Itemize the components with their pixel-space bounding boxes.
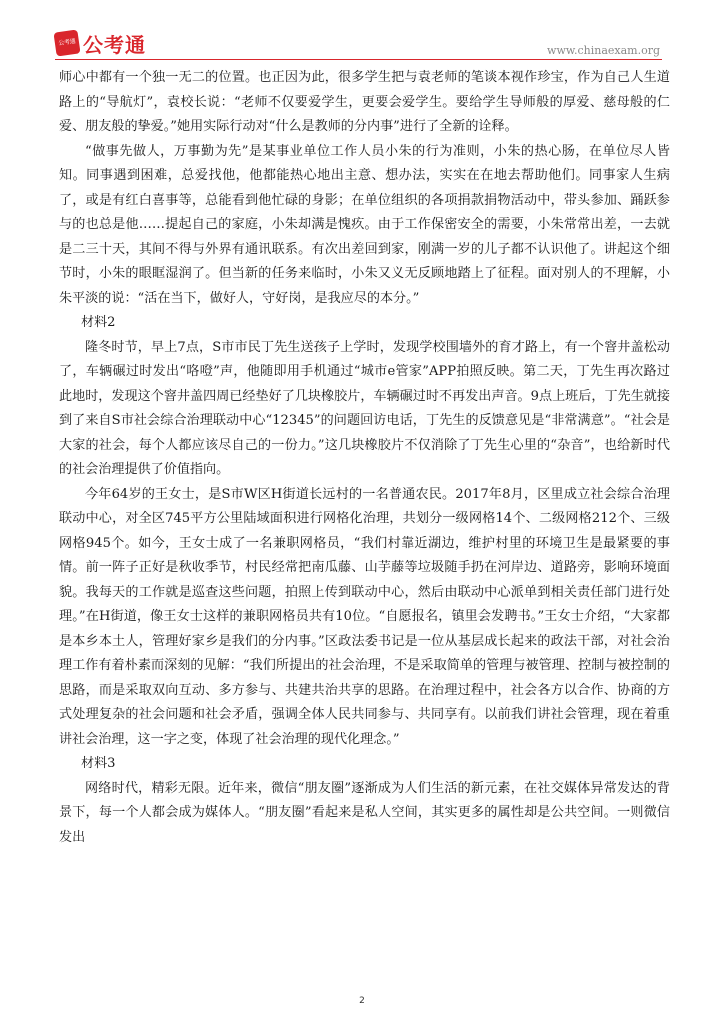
- paragraph: 今年64岁的王女士，是S市W区H街道长远村的一名普通农民。2017年8月，区里成立社会综合治理联动中心，对全区745平方公里陆域面积进行网格化治理，共划分一级网格14个、二级网格212个、三级网格945个。如今，王女士成了一名兼职网格员，“我们村靠近湖边，维护村里的环境卫生是最紧要的事情。前一阵子正好是秋收季节，村民经常把南瓜藤、山芋藤等垃圾随手扔在河岸边、道路旁，影响环境面貌。我每天的工作就是巡查这些问题，拍照上传到联动中心，然后由联动中心派单到相关责任部门进行处理。”在H街道，像王女士这样的兼职网格员共有10位。“自愿报名，镇里会发聘书。”王女士介绍，“大家都是本乡本土人，管理好家乡是我们的分内事。”区政法委书记是一位从基层成长起来的政法干部，对社会治理工作有着朴素而深刻的见解：“我们所提出的社会治理，不是采取简单的管理与被管理、控制与被控制的思路，而是采取双向互动、多方参与、共建共治共享的思路。在治理过程中，社会各方以合作、协商的方式处理复杂的社会问题和社会矛盾，强调全体人民共同参与、共同享有。以前我们讲社会管理，现在着重讲社会治理，这一字之变，体现了社会治理的现代化理念。”: [59, 486, 670, 747]
- paragraph-continuation: 师心中都有一个独一无二的位置。也正因为此，很多学生把与袁老师的笔谈本视作珍宝，作为自己人生道路上的“导航灯”，袁校长说：“老师不仅要爱学生，更要会爱学生。要给学生导师般的厚爱、慈母般的仁爱、朋友般的挚爱。”她用实际行动对“什么是教师的分内事”进行了全新的诠释。: [59, 70, 670, 134]
- page-header: [0, 0, 724, 62]
- material-heading: 材料3: [81, 756, 116, 771]
- header-divider: [55, 59, 662, 60]
- material-heading: 材料2: [81, 315, 116, 330]
- paragraph: “做事先做人，万事勤为先”是某事业单位工作人员小朱的行为准则，小朱的热心肠，在单位尽人皆知。同事遇到困难，总爱找他，他都能热心地出主意、想办法，实实在在地去帮助他们。同事家人生病了，或是有红白喜事等，总能看到他忙碌的身影；在单位组织的各项捐款捐物活动中，带头参加、踊跃参与的也总是他……提起自己的家庭，小朱却满是愧疚。由于工作保密安全的需要，小朱常常出差，一去就是二三十天，其间不得与外界有通讯联系。有次出差回到家，刚满一岁的儿子都不认识他了。讲起这个细节时，小朱的眼眶湿润了。但当新的任务来临时，小朱又义无反顾地踏上了征程。面对别人的不理解，小朱平淡的说：“活在当下，做好人，守好岗，是我应尽的本分。”: [59, 143, 670, 306]
- logo-badge-icon: 公考通: [53, 29, 80, 56]
- page-number: 2: [359, 996, 365, 1006]
- document-body: [59, 66, 670, 850]
- paragraph: 网络时代，精彩无限。近年来，微信“朋友圈”逐渐成为人们生活的新元素，在社交媒体异常发达的背景下，每一个人都会成为媒体人。“朋友圈”看起来是私人空间，其实更多的属性却是公共空间。一则微信发出: [59, 780, 670, 845]
- site-logo[interactable]: [55, 30, 146, 56]
- site-url[interactable]: www.chinaexam.org: [547, 44, 660, 57]
- paragraph: 隆冬时节，早上7点，S市市民丁先生送孩子上学时，发现学校围墙外的育才路上，有一个窨井盖松动了，车辆碾过时发出“咯噔”声，他随即用手机通过“城市e管家”APP拍照反映。第二天，丁先生再次路过此地时，发现这个窨井盖四周已经垫好了几块橡胶片，车辆碾过时不再发出声音。9点上班后，丁先生就接到了来自S市社会综合治理联动中心“12345”的问题回访电话，丁先生的反馈意见是“非常满意”。“社会是大家的社会，每个人都应该尽自己的一份力。”这几块橡胶片不仅消除了丁先生心里的“杂音”，也给新时代的社会治理提供了价值指向。: [59, 339, 670, 477]
- logo-text: 公考通: [83, 32, 146, 57]
